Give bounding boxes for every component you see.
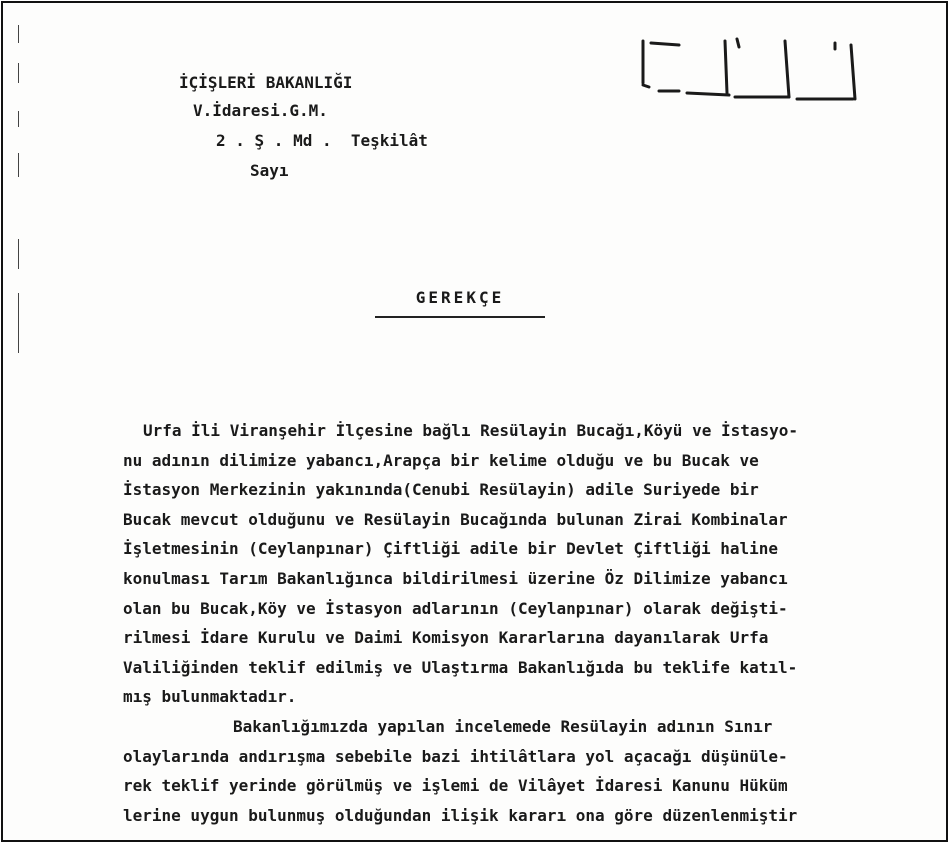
body-line: nu adının dilimize yabancı,Arapça bir kelime olduğu ve bu Bucak ve — [123, 450, 759, 470]
margin-mark — [18, 25, 19, 43]
body-line: rilmesi İdare Kurulu ve Daimi Komisyon Kararlarına dayanılarak Urfa — [123, 628, 769, 648]
margin-mark — [18, 293, 19, 353]
number-label: Sayı — [250, 161, 289, 180]
body-line: İşletmesinin (Ceylanpınar) Çiftliği adile bir Devlet Çiftliği haline — [123, 539, 779, 559]
ministry-name: İÇİŞLERİ BAKANLIĞI — [179, 73, 353, 92]
body-line: mış bulunmaktadır. — [123, 687, 297, 707]
department-name: 2 . Ş . Md . Teşkilât — [216, 131, 428, 150]
directorate-name: V.İdaresi.G.M. — [193, 101, 328, 120]
body-line: Urfa İli Viranşehir İlçesine bağlı Resülayin Bucağı,Köyü ve İstasyo- — [143, 421, 799, 440]
body-line: lerine uygun bulunmuş olduğundan ilişik kararı ona göre düzenlenmiştir — [123, 805, 798, 825]
body-line: Bakanlığımızda yapılan incelemede Resülayin adının Sınır — [233, 716, 773, 736]
body-line: İstasyon Merkezinin yakınında(Cenubi Resülayin) adile Suriyede bir — [123, 480, 759, 500]
registry-stamp-box — [639, 35, 863, 107]
document-title: GEREKÇE — [415, 288, 505, 307]
document-page — [1, 1, 948, 842]
title-underline — [375, 316, 545, 318]
body-line: konulması Tarım Bakanlığınca bildirilmesi üzerine Öz Dilimize yabancı — [123, 568, 788, 588]
document-body — [123, 416, 923, 830]
body-line: olan bu Bucak,Köy ve İstasyon adlarının (Ceylanpınar) olarak değişti- — [123, 598, 788, 618]
body-line: rek teklif yerinde görülmüş ve işlemi de Vilâyet İdaresi Kanunu Hüküm — [123, 776, 788, 796]
margin-mark — [18, 239, 19, 269]
margin-mark — [18, 63, 19, 83]
margin-mark — [18, 111, 19, 127]
body-line: Valiliğinden teklif edilmiş ve Ulaştırma Bakanlığıda bu teklife katıl- — [123, 657, 798, 677]
body-line: olaylarında andırışma sebebile bazi ihtilâtlara yol açacağı düşünüle- — [123, 746, 788, 766]
margin-mark — [18, 153, 19, 177]
body-line: Bucak mevcut olduğunu ve Resülayin Bucağında bulunan Zirai Kombinalar — [123, 509, 788, 529]
